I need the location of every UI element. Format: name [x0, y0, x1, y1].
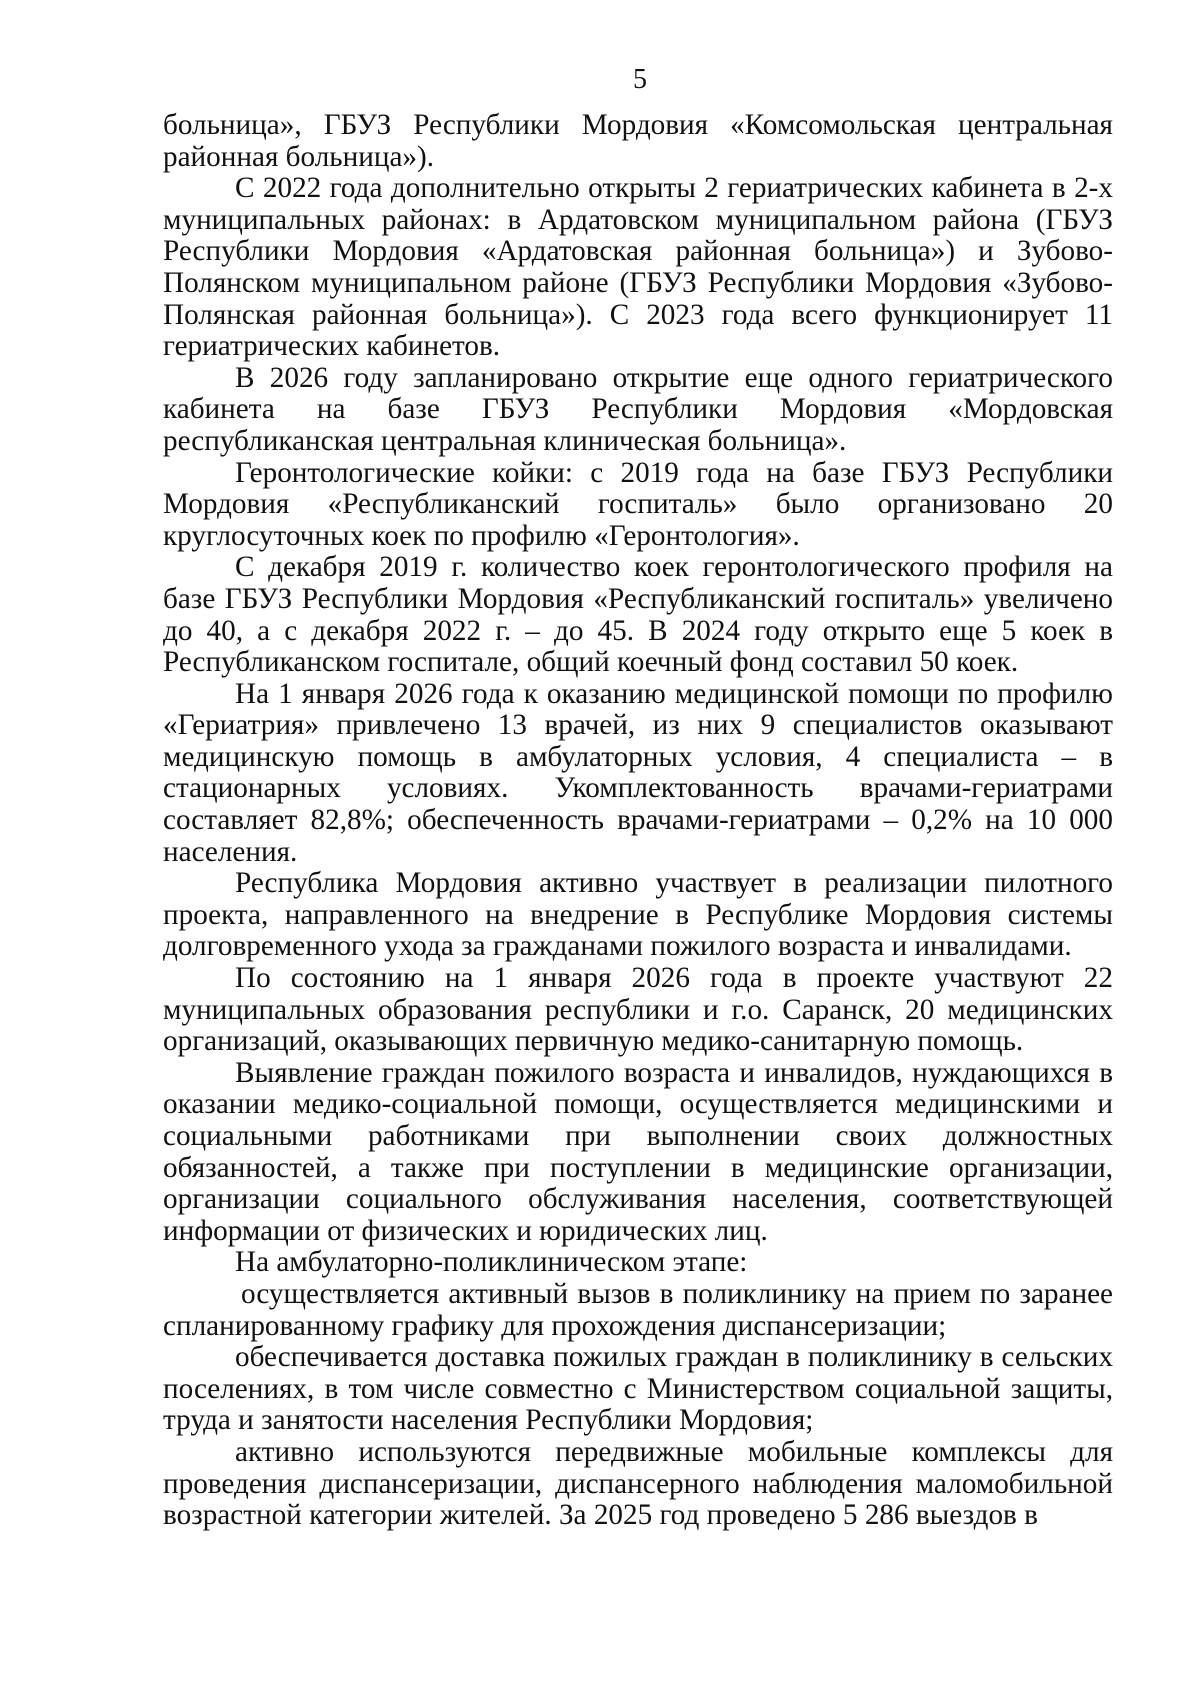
paragraph-mobile-complexes: активно используются передвижные мобильные комплексы для проведения диспансеризации, диспансерного наблюдения маломобильной возрастной категории жителей. За 2025 год проведено 5 286 выездов в: [163, 1435, 1113, 1532]
paragraph-staffing: На 1 января 2026 года к оказанию медицинской помощи по профилю «Гериатрия» привлечено 13 врачей, из них 9 специалистов оказывают медицинскую помощь в амбулаторных условия, 4 специалиста – в стационарных условиях. Укомплектованность врачами-гериатрами составляет 82,8%; обеспеченность врачами-гериатрами – 0,2% на 10 000 населения.: [163, 677, 1113, 868]
page-number: 5: [633, 64, 647, 95]
paragraph-project-participants: По состоянию на 1 января 2026 года в проекте участвуют 22 муниципальных образования республики и г.о. Саранск, 20 медицинских организаций, оказывающих первичную медико-санитарную помощь.: [163, 962, 1113, 1058]
paragraph-active-call: осуществляется активный вызов в поликлинику на прием по заранее спланированному графику для прохождения диспансеризации;: [163, 1277, 1113, 1342]
paragraph-continuation: больница», ГБУЗ Республики Мордовия «Комсомольская центральная районная больница»).: [163, 109, 1113, 173]
paragraph-bed-increase: С декабря 2019 г. количество коек геронтологического профиля на базе ГБУЗ Республики Мордовия «Республиканский госпиталь» увеличено до 40, а с декабря 2022 г. – до 45. В 2024 году открыто еще 5 коек в Республиканском госпитале, общий коечный фонд составил 50 коек.: [163, 551, 1113, 679]
paragraph-delivery: обеспечивается доставка пожилых граждан в поликлинику в сельских поселениях, в том числе совместно с Министерством социальной защиты, труда и занятости населения Республики Мордовия;: [163, 1341, 1113, 1437]
paragraph-pilot-project: Республика Мордовия активно участвует в реализации пилотного проекта, направленного на внедрение в Республике Мордовия системы долговременного ухода за гражданами пожилого возраста и инвалидами.: [163, 867, 1113, 963]
paragraph-planned-office: В 2026 году запланировано открытие еще одного гериатрического кабинета на базе ГБУЗ Республики Мордовия «Мордовская республиканская центральная клиническая больница».: [163, 361, 1113, 457]
paragraph-outpatient-stage: На амбулаторно-поликлиническом этапе:: [235, 1246, 748, 1279]
paragraph-identification: Выявление граждан пожилого возраста и инвалидов, нуждающихся в оказании медико-социальной помощи, осуществляется медицинскими и социальными работниками при выполнении своих должностных обязанностей, а также при поступлении в медицинские организации, организации социального обслуживания населения, соответствующей информации от физических и юридических лиц.: [163, 1056, 1113, 1247]
body-text: [163, 110, 1113, 1532]
paragraph-geriatric-offices: С 2022 года дополнительно открыты 2 гериатрических кабинета в 2-х муниципальных районах: в Ардатовском муниципальном района (ГБУЗ Республики Мордовия «Ардатовская районная больница») и Зубово-Полянском муниципальном районе (ГБУЗ Республики Мордовия «Зубово-Полянская районная больница»). С 2023 года всего функционирует 11 гериатрических кабинетов.: [163, 172, 1113, 363]
paragraph-gerontology-beds: Геронтологические койки: с 2019 года на базе ГБУЗ Республики Мордовия «Республиканский госпиталь» было организовано 20 круглосуточных коек по профилю «Геронтология».: [163, 456, 1113, 552]
